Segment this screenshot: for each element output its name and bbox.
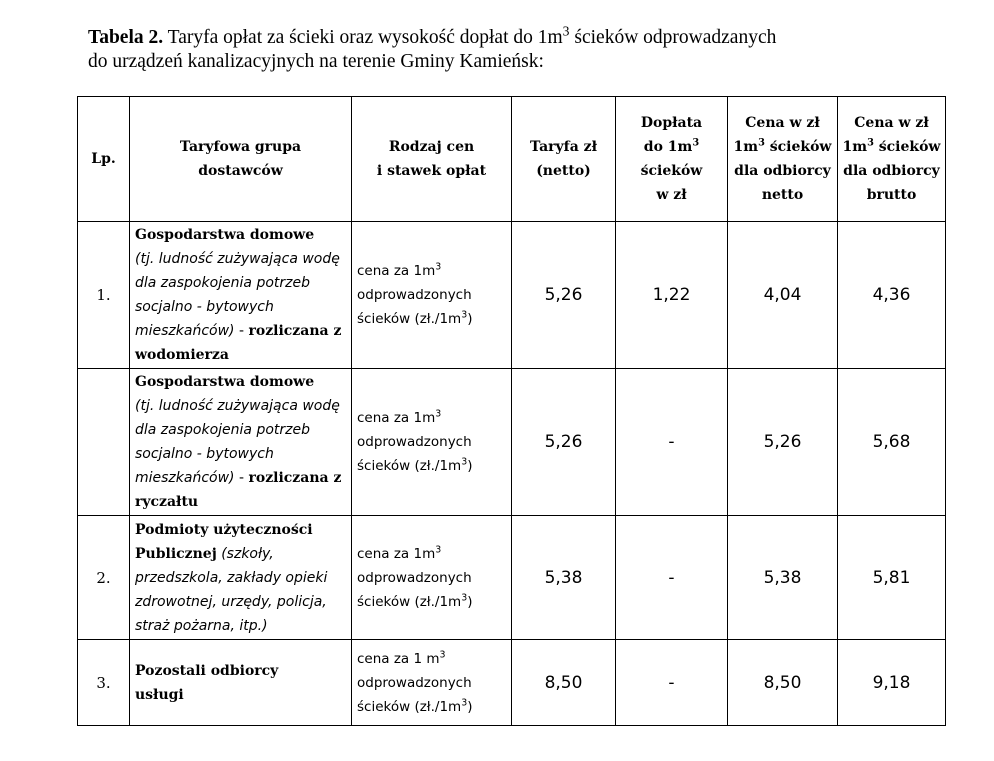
row-tariff: 5,26 (512, 222, 616, 369)
caption-line-1 (88, 23, 948, 50)
table-row (78, 640, 946, 726)
row-lp: 2. (78, 516, 130, 640)
caption-text-end: ścieków odprowadzanych (569, 27, 777, 48)
row-price-net: 8,50 (728, 640, 838, 726)
header-subsidy: Dopłata do $1m^3$ ścieków w zł (616, 97, 728, 222)
table-row (78, 222, 946, 369)
header-group: Taryfowa grupa dostawców (130, 97, 352, 222)
caption-label: Tabela 2. (88, 27, 164, 48)
table-row (78, 516, 946, 640)
row-group: Podmioty użyteczności Publicznej (szkoły, przedszkola, zakłady opieki zdrowotnej, urzędy, policja, straż pożarna, itp.) (130, 516, 352, 640)
row-rate-type: cena za 1 $m^3$ odprowadzonych ścieków $(zł./1m^3)$ (352, 640, 512, 726)
header-tariff: Taryfa zł (netto) (512, 97, 616, 222)
row-subsidy: - (616, 516, 728, 640)
row-price-gross: 4,36 (838, 222, 946, 369)
row-lp: 1. (78, 222, 130, 369)
table-row (78, 369, 946, 516)
row-tariff: 8,50 (512, 640, 616, 726)
caption-text: Taryfa opłat za ścieki oraz wysokość dopłat do 1m (163, 27, 563, 48)
row-price-gross: 5,68 (838, 369, 946, 516)
row-tariff: 5,38 (512, 516, 616, 640)
row-lp (78, 369, 130, 516)
header-row (78, 97, 946, 222)
caption-sup: 3 (562, 23, 570, 39)
row-price-net: 4,04 (728, 222, 838, 369)
row-rate-type: cena za $1m^3$ odprowadzonych ścieków $(zł./1m^3)$ (352, 516, 512, 640)
row-tariff: 5,26 (512, 369, 616, 516)
row-group: Pozostali odbiorcy usługi (130, 640, 352, 726)
header-price-net: Cena w zł $1m^3$ ścieków dla odbiorcy netto (728, 97, 838, 222)
row-group: Gospodarstwa domowe (tj. ludność zużywająca wodę dla zaspokojenia potrzeb socjalno - bytowych mieszkańców) - rozliczana z wodomierza (130, 222, 352, 369)
table-caption (88, 23, 948, 74)
header-lp: Lp. (78, 97, 130, 222)
header-price-gross: Cena w zł $1m^3$ ścieków dla odbiorcy brutto (838, 97, 946, 222)
tariff-table (77, 96, 946, 726)
row-price-gross: 5,81 (838, 516, 946, 640)
row-subsidy: - (616, 369, 728, 516)
row-rate-type: cena za $1m^3$ odprowadzonych ścieków $(zł./1m^3)$ (352, 369, 512, 516)
row-price-net: 5,26 (728, 369, 838, 516)
row-rate-type: cena za $1m^3$ odprowadzonych ścieków $(zł./1m^3)$ (352, 222, 512, 369)
row-group: Gospodarstwa domowe (tj. ludność zużywająca wodę dla zaspokojenia potrzeb socjalno - bytowych mieszkańców) - rozliczana z ryczałtu (130, 369, 352, 516)
header-rate-type: Rodzaj cen i stawek opłat (352, 97, 512, 222)
row-price-net: 5,38 (728, 516, 838, 640)
row-subsidy: 1,22 (616, 222, 728, 369)
row-subsidy: - (616, 640, 728, 726)
row-price-gross: 9,18 (838, 640, 946, 726)
caption-line-2: do urządzeń kanalizacyjnych na terenie Gminy Kamieńsk: (88, 51, 544, 72)
row-lp: 3. (78, 640, 130, 726)
